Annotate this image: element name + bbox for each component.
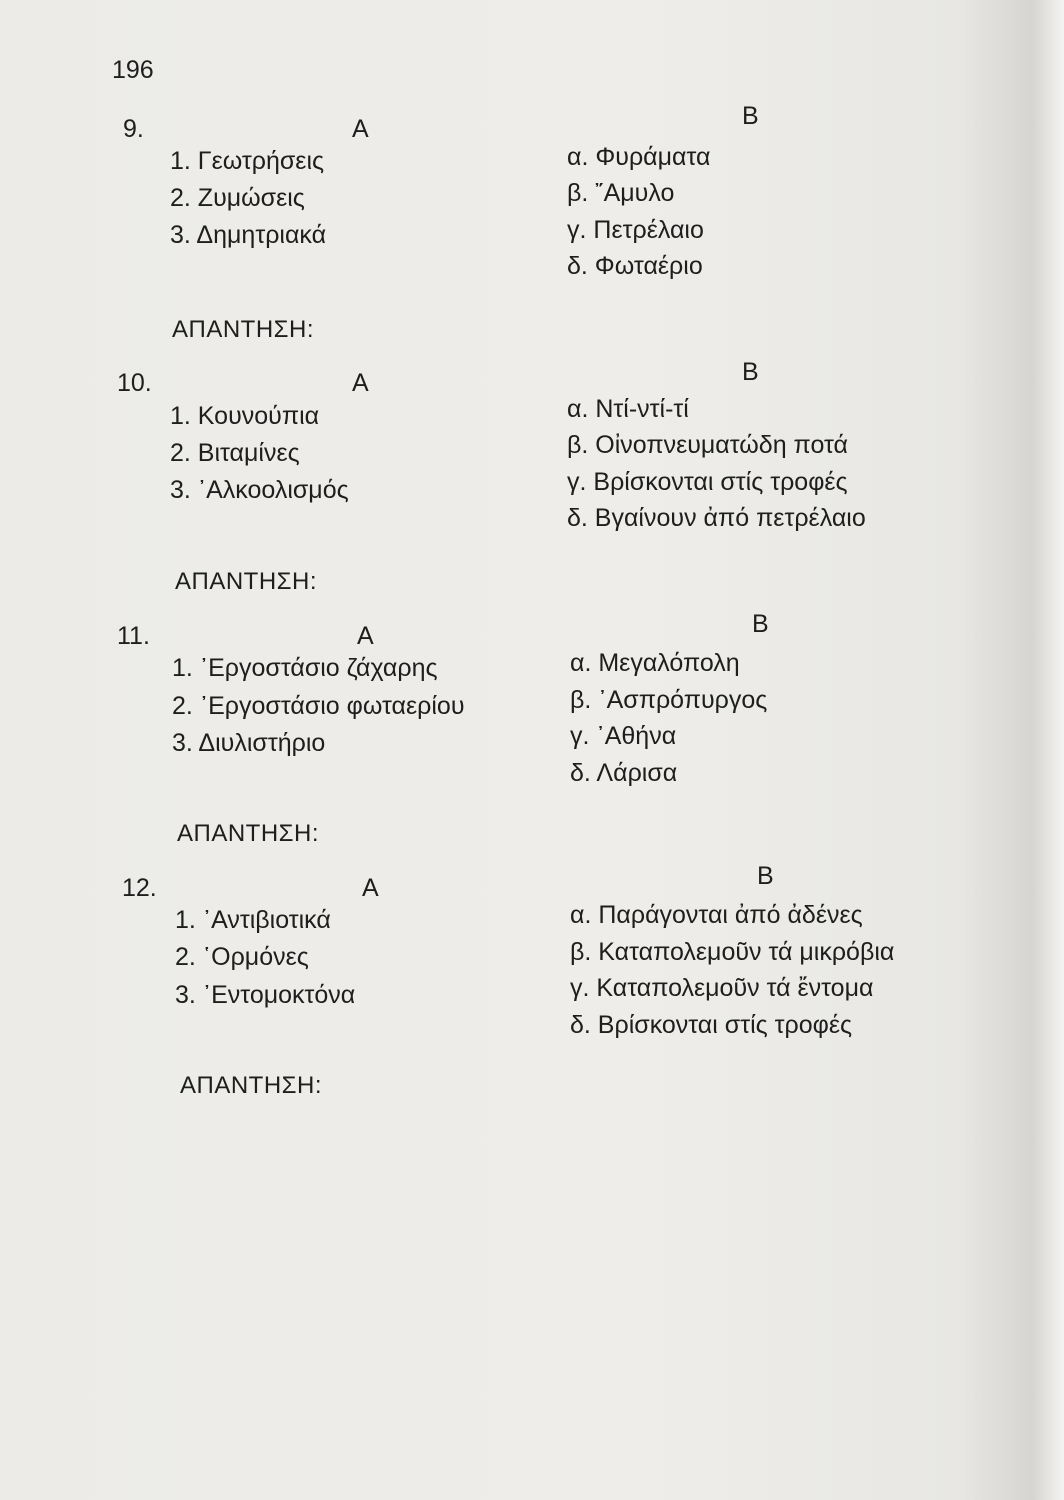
answer-label: ΑΠΑΝΤΗΣΗ: bbox=[180, 1072, 323, 1099]
column-a-item: 2. ᾿Εργοστάσιο φωταερίου bbox=[172, 692, 465, 720]
column-a-item: 2. Βιταμίνες bbox=[170, 439, 300, 467]
column-a-item: 3. Δημητριακά bbox=[170, 221, 327, 249]
column-b-item: α. Ντί-ντί-τί bbox=[567, 395, 689, 423]
question-number: 10. bbox=[117, 369, 152, 397]
column-a-item: 2. ῾Ορμόνες bbox=[175, 943, 309, 971]
column-b-item: β. ᾿Ασπρόπυργος bbox=[570, 686, 768, 714]
column-b-header: B bbox=[742, 102, 759, 130]
column-b-item: γ. Βρίσκονται στίς τροφές bbox=[567, 468, 848, 496]
column-b-header: B bbox=[742, 358, 759, 386]
question-number: 12. bbox=[122, 874, 157, 902]
page-number: 196 bbox=[112, 56, 154, 84]
column-a-header: A bbox=[362, 874, 379, 902]
column-a-item: 1. Κουνούπια bbox=[170, 402, 320, 430]
column-b-item: β. ῎Αμυλο bbox=[567, 179, 675, 207]
column-a-item: 1. ᾿Αντιβιοτικά bbox=[175, 906, 331, 934]
column-b-header: B bbox=[752, 610, 769, 638]
column-b-item: γ. ᾿Αθήνα bbox=[570, 722, 677, 750]
column-a-header: A bbox=[352, 369, 369, 397]
column-a-item: 1. Γεωτρήσεις bbox=[170, 147, 325, 175]
answer-label: ΑΠΑΝΤΗΣΗ: bbox=[172, 316, 315, 343]
column-a-header: A bbox=[352, 115, 369, 143]
column-b-item: β. Οἰνοπνευματώδη ποτά bbox=[567, 431, 848, 459]
column-b-item: δ. Βρίσκονται στίς τροφές bbox=[570, 1011, 853, 1039]
bleed-through-texture bbox=[560, 100, 1040, 1400]
question-number: 11. bbox=[117, 622, 150, 650]
answer-label: ΑΠΑΝΤΗΣΗ: bbox=[177, 820, 320, 847]
column-b-item: β. Καταπολεμοῦν τά μικρόβια bbox=[570, 938, 895, 966]
column-b-item: γ. Πετρέλαιο bbox=[567, 216, 704, 244]
answer-label: ΑΠΑΝΤΗΣΗ: bbox=[175, 568, 318, 595]
column-b-item: γ. Καταπολεμοῦν τά ἔντομα bbox=[570, 974, 874, 1002]
column-b-item: δ. Φωταέριο bbox=[567, 252, 703, 280]
column-b-item: α. Φυράματα bbox=[567, 143, 711, 171]
column-a-item: 3. ᾿Εντομοκτόνα bbox=[175, 981, 356, 1009]
column-b-item: α. Μεγαλόπολη bbox=[570, 649, 740, 677]
column-b-item: δ. Λάρισα bbox=[570, 759, 678, 787]
column-a-item: 2. Ζυμώσεις bbox=[170, 184, 305, 212]
column-a-item: 3. ᾿Αλκοολισμός bbox=[170, 476, 349, 504]
column-b-item: δ. Βγαίνουν ἀπό πετρέλαιο bbox=[567, 504, 866, 532]
column-a-item: 3. Διυλιστήριο bbox=[172, 729, 326, 757]
column-a-item: 1. ᾿Εργοστάσιο ζάχαρης bbox=[172, 654, 438, 682]
column-b-item: α. Παράγονται ἀπό ἀδένες bbox=[570, 901, 863, 929]
question-number: 9. bbox=[123, 115, 144, 143]
column-b-header: B bbox=[757, 862, 774, 890]
column-a-header: A bbox=[357, 622, 374, 650]
